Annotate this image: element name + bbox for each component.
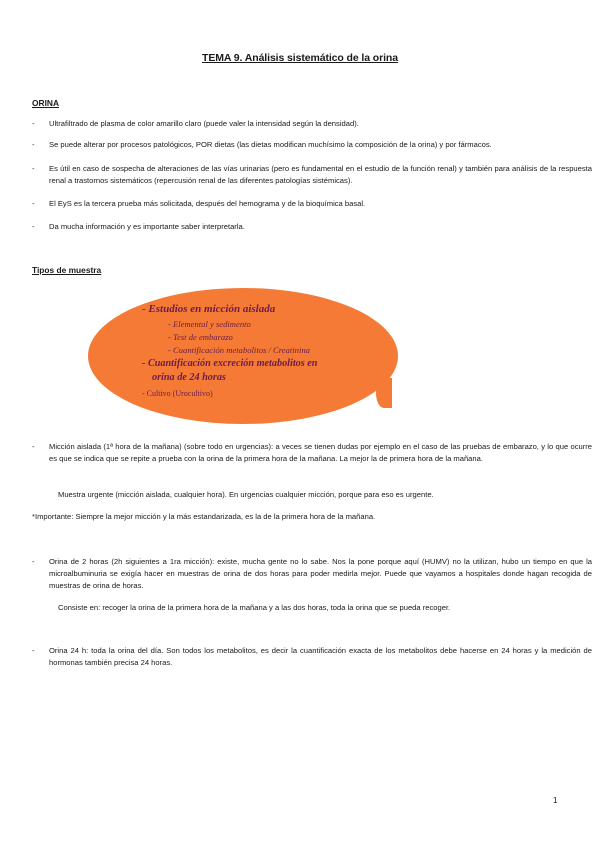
diagram-line-24h-cont: orina de 24 horas (152, 372, 226, 383)
importante-note: *Importante: Siempre la mejor micción y la más estandarizada, es la de la primera hora de la mañana. (32, 512, 376, 521)
bullet-text: Orina 24 h: toda la orina del día. Son todos los metabolitos, es decir la cuantificación exacta de los metabolitos debe hacerse en 24 horas y la medición de hormonas también precisa 24 horas. (49, 646, 592, 667)
muestra-urgente-text: Muestra urgente (micción aislada, cualquier hora). En urgencias cualquier micción, porque para eso es urgente. (58, 490, 434, 499)
bullet-dash: - (32, 222, 35, 231)
bullet-item (32, 163, 592, 187)
diagram-line-cultivo: - Cultivo (Urocultivo) (142, 389, 213, 398)
diagram-sub-creatinina: - Cuantificación metabolitos / Creatinina (168, 345, 310, 355)
diagram-line-aislada: - Estudios en micción aislada (142, 303, 276, 315)
diagram-line-24h: - Cuantificación excreción metabolitos en (142, 358, 318, 369)
bullet-dash: - (32, 646, 35, 655)
section-heading-orina: ORINA (32, 98, 59, 108)
bullet-dash: - (32, 557, 35, 566)
diagram-ellipse-fragment (376, 378, 392, 408)
bullet-item (32, 441, 592, 465)
bullet-item (32, 645, 592, 669)
bullet-dash: - (32, 140, 35, 149)
section-heading-tipos: Tipos de muestra (32, 265, 102, 275)
bullet-text: Orina de 2 horas (2h siguientes a 1ra micción): existe, mucha gente no lo sabe. Nos la pone porque aquí (HUMV) no la utilizan, hubo un tiempo en que la microalbuminuria se exigía hacer en muestras de orina de dos horas para poder medirla mejor. Puede que vayamos a hospitales donde hagan recogida de muestras de orina de horas. (49, 557, 592, 590)
page-title: TEMA 9. Análisis sistemático de la orina (202, 52, 398, 64)
bullet-dash: - (32, 164, 35, 173)
bullet-dash: - (32, 119, 35, 128)
bullet-item (32, 221, 592, 233)
bullet-item (32, 198, 592, 210)
bullet-text: Es útil en caso de sospecha de alteraciones de las vías urinarias (pero es fundamental en el estudio de la función renal) y también para análisis de la respuesta renal a trastornos sistemáticos (repercusión renal de las diferentes patologías sistémicas). (49, 164, 592, 185)
page-number: 1 (553, 796, 558, 805)
bullet-item (32, 118, 592, 130)
diagram-sub-elemental: - Elemental y sedimento (168, 319, 251, 329)
bullet-item (32, 556, 592, 592)
bullet-item (32, 139, 592, 151)
bullet-text: Se puede alterar por procesos patológicos, POR dietas (las dietas modifican muchísimo la composición de la orina) y por fármacos. (49, 140, 492, 149)
bullet-text: Micción aislada (1ª hora de la mañana) (sobre todo en urgencias): a veces se tienen dudas por ejemplo en el caso de las pruebas de embarazo, y lo que ocurre es que se indica que se repite a prueba con la orina de la primera hora de la mañana. La mejor la de primera hora de la mañana. (49, 442, 592, 463)
bullet-dash: - (32, 442, 35, 451)
bullet-text: El EyS es la tercera prueba más solicitada, después del hemograma y de la bioquímica basal. (49, 199, 366, 208)
consiste-text: Consiste en: recoger la orina de la primera hora de la mañana y a las dos horas, toda la orina que se pueda recoger. (58, 603, 451, 612)
bullet-text: Da mucha información y es importante saber interpretarla. (49, 222, 245, 231)
bullet-dash: - (32, 199, 35, 208)
diagram-sub-embarazo: - Test de embarazo (168, 332, 233, 342)
bullet-text: Ultrafiltrado de plasma de color amarillo claro (puede valer la intensidad según la densidad). (49, 119, 359, 128)
